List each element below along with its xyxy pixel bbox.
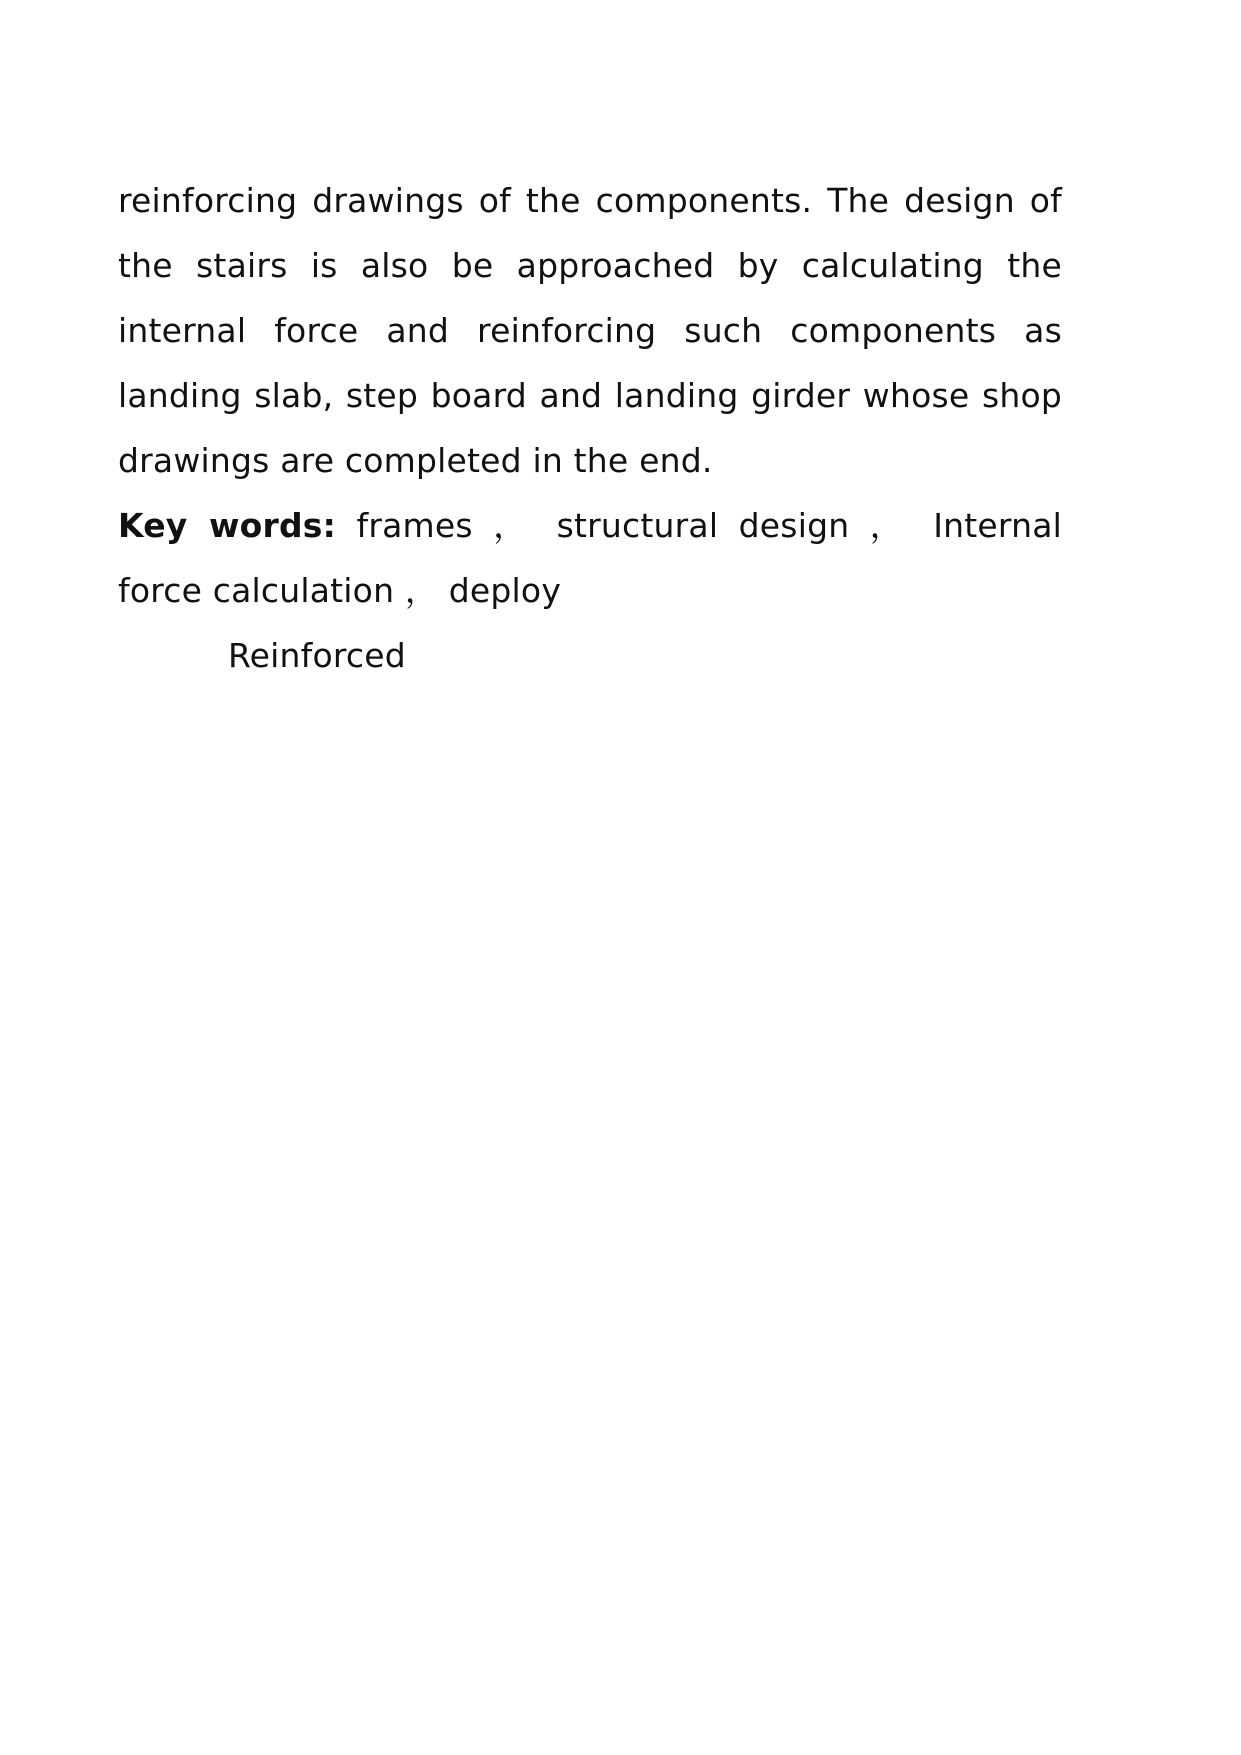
- abstract-paragraph: reinforcing drawings of the components. The design of the stairs is also be approached by calculating the internal force and reinforcing such components as landing slab, step board and landing girder whose shop drawings are completed in the end.: [118, 181, 1062, 480]
- keywords-continuation: Reinforced: [228, 636, 406, 675]
- keywords-list: frames ， structural design ， Internal force calculation ， deploy: [118, 506, 1062, 610]
- abstract-section: [118, 168, 1062, 688]
- keywords-paragraph: [118, 493, 1062, 623]
- keywords-label: Key words:: [118, 506, 337, 545]
